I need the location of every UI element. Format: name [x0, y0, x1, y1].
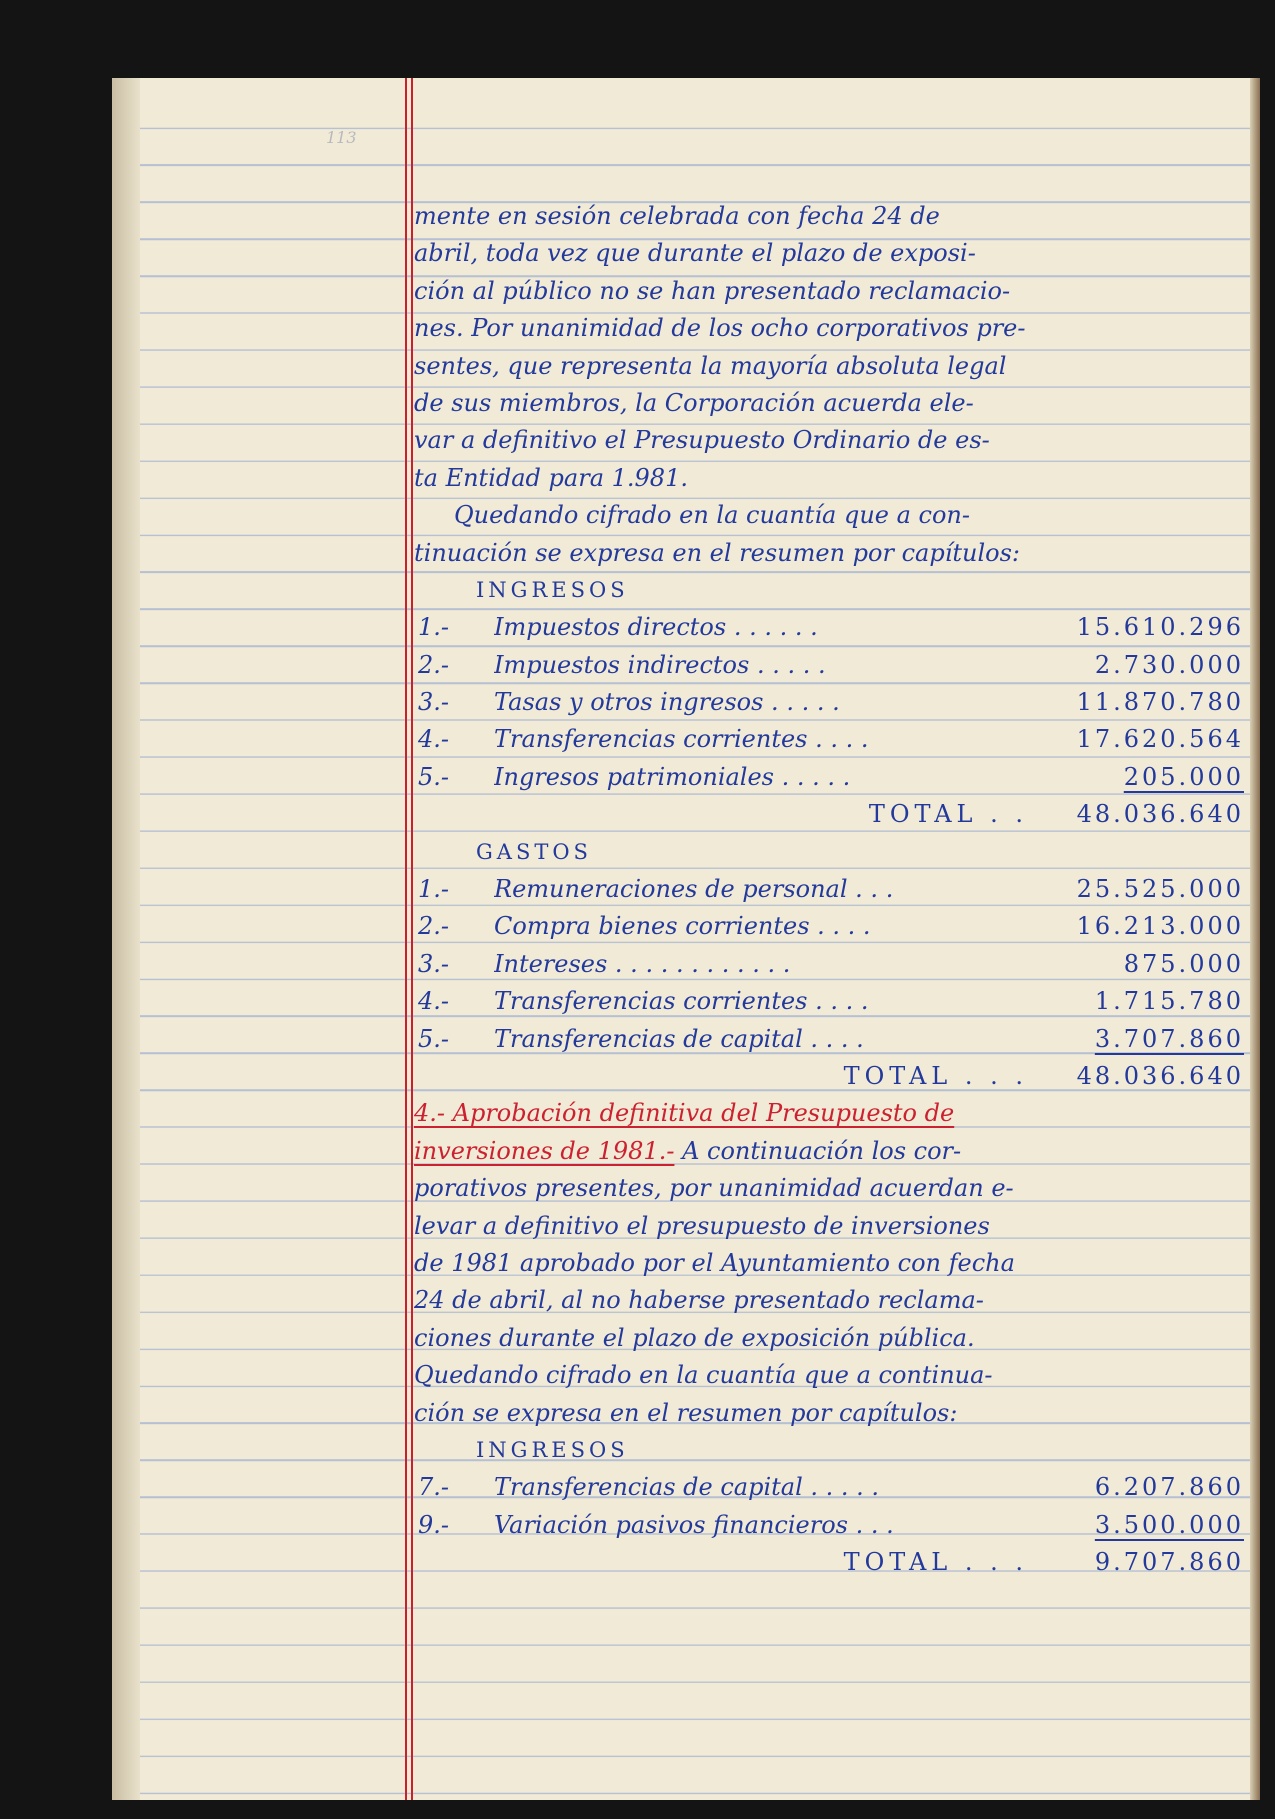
- chapter-label: Remuneraciones de personal . . .: [494, 875, 894, 904]
- chapter-number: 3.-: [418, 688, 450, 717]
- text-line: ción al público no se han presentado reclamacio-: [414, 276, 1011, 305]
- section-4-text-start: A continuación los cor-: [674, 1136, 962, 1165]
- text-line: 24 de abril, al no haberse presentado reclama-: [414, 1286, 984, 1315]
- text-line: mente en sesión celebrada con fecha 24 de: [414, 202, 940, 230]
- inversiones-ingresos-header: INGRESOS: [476, 1437, 629, 1462]
- text-line: nes. Por unanimidad de los ocho corporativos pre-: [414, 314, 1026, 343]
- text-line: de 1981 aprobado por el Ayuntamiento con fecha: [414, 1248, 1015, 1277]
- text-line: abril, toda vez que durante el plazo de exposi-: [414, 239, 976, 268]
- budget-row: [414, 684, 1244, 721]
- budget-row: [414, 946, 1244, 983]
- chapter-number: 7.-: [418, 1473, 450, 1502]
- chapter-amount: 875.000: [1123, 949, 1244, 978]
- text-line: ta Entidad para 1.981.: [414, 463, 688, 492]
- chapter-number: 5.-: [418, 1024, 450, 1053]
- text-line: levar a definitivo el presupuesto de inversiones: [414, 1211, 990, 1240]
- ingresos-total-row: [414, 796, 1244, 833]
- margin-rule-right: [411, 78, 413, 1800]
- budget-row: [414, 647, 1244, 684]
- ingresos-header: INGRESOS: [476, 577, 629, 602]
- gastos-total-row: [414, 1058, 1244, 1095]
- text-line: var a definitivo el Presupuesto Ordinario de es-: [414, 426, 990, 455]
- chapter-number: 1.-: [418, 875, 450, 904]
- section-4-title-cont: inversiones de 1981.-: [414, 1136, 675, 1165]
- chapter-amount: 3.500.000: [1094, 1510, 1244, 1539]
- text-line: sentes, que representa la mayoría absoluta legal: [414, 351, 1007, 380]
- handwritten-text: [414, 198, 1244, 1581]
- chapter-number: 4.-: [418, 987, 450, 1016]
- total-value: 48.036.640: [1076, 800, 1244, 829]
- notebook-page: [112, 78, 1260, 1800]
- chapter-number: 2.-: [418, 650, 450, 679]
- chapter-label: Impuestos directos . . . . . .: [494, 613, 818, 642]
- text-line: ciones durante el plazo de exposición pública.: [414, 1323, 975, 1352]
- chapter-label: Transferencias de capital . . . . .: [494, 1473, 880, 1502]
- page-mark: 113: [326, 128, 357, 147]
- page-edge: [1250, 78, 1260, 1800]
- chapter-amount: 3.707.860: [1094, 1024, 1244, 1053]
- chapter-number: 1.-: [418, 613, 450, 642]
- budget-row: [414, 871, 1244, 908]
- total-label: TOTAL . . .: [843, 1061, 1028, 1090]
- page-gutter: [112, 78, 140, 1800]
- chapter-amount: 2.730.000: [1094, 650, 1244, 679]
- text-line: Quedando cifrado en la cuantía que a continua-: [414, 1361, 993, 1390]
- chapter-number: 4.-: [418, 725, 450, 754]
- chapter-label: Tasas y otros ingresos . . . . .: [494, 688, 840, 717]
- budget-row: [414, 983, 1244, 1020]
- budget-row: [414, 609, 1244, 646]
- chapter-amount: 25.525.000: [1076, 875, 1244, 904]
- intro-paragraph: [414, 198, 1244, 572]
- ingresos-list: [414, 609, 1244, 796]
- chapter-number: 5.-: [418, 762, 450, 791]
- chapter-amount: 15.610.296: [1076, 613, 1244, 642]
- budget-row: [414, 1507, 1244, 1544]
- gastos-list: [414, 871, 1244, 1058]
- text-line: Quedando cifrado en la cuantía que a con-: [454, 501, 970, 530]
- total-value: 9.707.860: [1094, 1548, 1244, 1577]
- chapter-amount: 6.207.860: [1094, 1473, 1244, 1502]
- section-4-heading-cont: [414, 1133, 1244, 1170]
- budget-row: [414, 721, 1244, 758]
- budget-row: [414, 1469, 1244, 1506]
- text-line: ción se expresa en el resumen por capítulos:: [414, 1398, 958, 1427]
- chapter-label: Transferencias corrientes . . . .: [494, 987, 869, 1016]
- chapter-label: Transferencias corrientes . . . .: [494, 725, 869, 754]
- chapter-amount: 11.870.780: [1076, 688, 1244, 717]
- chapter-label: Intereses . . . . . . . . . . . .: [494, 949, 791, 978]
- text-line: porativos presentes, por unanimidad acuerdan e-: [414, 1174, 1014, 1203]
- chapter-label: Impuestos indirectos . . . . .: [494, 650, 826, 679]
- gastos-header: GASTOS: [476, 839, 592, 864]
- chapter-amount: 1.715.780: [1094, 987, 1244, 1016]
- chapter-number: 2.-: [418, 912, 450, 941]
- chapter-label: Variación pasivos financieros . . .: [494, 1510, 894, 1539]
- chapter-amount: 16.213.000: [1076, 912, 1244, 941]
- chapter-label: Transferencias de capital . . . .: [494, 1024, 864, 1053]
- inversiones-total-row: [414, 1544, 1244, 1581]
- budget-row: [414, 908, 1244, 945]
- section-4-title: 4.- Aprobación definitiva del Presupuesto de: [414, 1099, 955, 1128]
- text-line: de sus miembros, la Corporación acuerda ele-: [414, 388, 974, 417]
- inversiones-ingresos-list: [414, 1469, 1244, 1544]
- total-value: 48.036.640: [1076, 1061, 1244, 1090]
- section-4-heading: [414, 1095, 1244, 1132]
- margin-rule-left: [405, 78, 407, 1800]
- total-label: TOTAL . . .: [843, 1548, 1028, 1577]
- budget-row: [414, 1021, 1244, 1058]
- section-4-paragraph: [414, 1170, 1244, 1432]
- chapter-label: Ingresos patrimoniales . . . . .: [494, 762, 851, 791]
- chapter-amount: 17.620.564: [1076, 725, 1244, 754]
- chapter-number: 9.-: [418, 1510, 450, 1539]
- text-line: tinuación se expresa en el resumen por capítulos:: [414, 538, 1020, 567]
- budget-row: [414, 759, 1244, 796]
- chapter-number: 3.-: [418, 949, 450, 978]
- chapter-amount: 205.000: [1123, 762, 1244, 791]
- chapter-label: Compra bienes corrientes . . . .: [494, 912, 871, 941]
- total-label: TOTAL . .: [868, 800, 1028, 829]
